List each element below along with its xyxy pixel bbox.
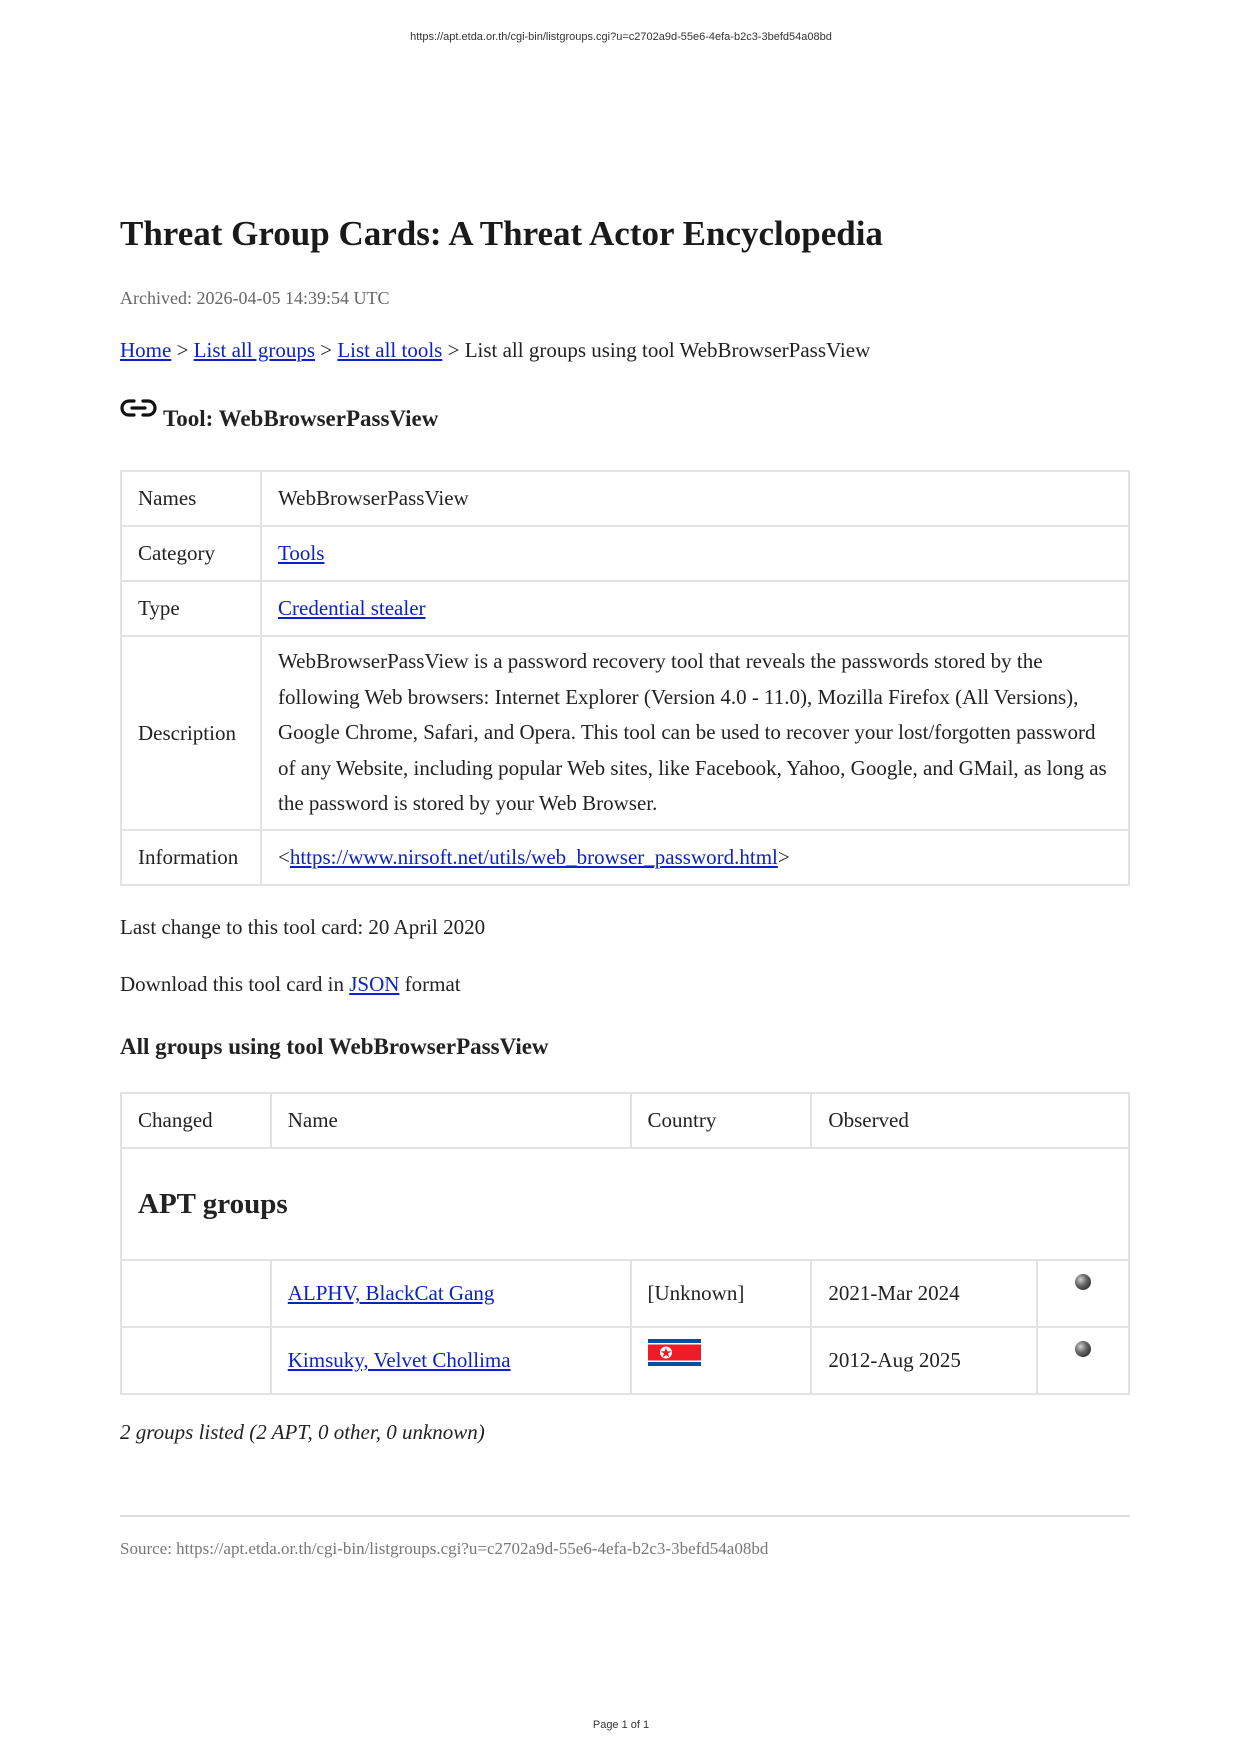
page-title: Threat Group Cards: A Threat Actor Encyclopedia (120, 214, 883, 253)
information-cell (261, 830, 1129, 885)
country-cell (631, 1327, 812, 1394)
information-label: Information (121, 830, 261, 885)
category-link[interactable]: Tools (278, 541, 325, 565)
observed-cell: 2021-Mar 2024 (811, 1260, 1036, 1327)
category-cell (261, 526, 1129, 581)
table-row (121, 526, 1129, 581)
name-cell (271, 1260, 631, 1327)
type-label: Type (121, 581, 261, 636)
names-value: WebBrowserPassView (261, 471, 1129, 526)
download-line (120, 972, 461, 997)
print-header-url: https://apt.etda.or.th/cgi-bin/listgroups.cgi?u=c2702a9d-55e6-4efa-b2c3-3befd54a08bd (410, 31, 832, 43)
column-header-country: Country (631, 1093, 812, 1148)
tool-heading (120, 398, 438, 432)
names-label: Names (121, 471, 261, 526)
download-prefix: Download this tool card in (120, 972, 344, 996)
breadcrumb-list-groups-link[interactable]: List all groups (193, 338, 315, 362)
tool-heading-text: Tool: WebBrowserPassView (163, 406, 439, 431)
breadcrumb-separator: > (447, 338, 460, 362)
table-row (121, 471, 1129, 526)
breadcrumb-list-tools-link[interactable]: List all tools (337, 338, 443, 362)
status-cell (1037, 1260, 1129, 1327)
group-link-alphv[interactable]: ALPHV, BlackCat Gang (287, 1281, 495, 1305)
table-row (121, 1260, 1129, 1327)
table-row (121, 581, 1129, 636)
json-download-link[interactable]: JSON (349, 972, 400, 996)
information-bracket-open: < (278, 845, 290, 869)
description-value: WebBrowserPassView is a password recovery tool that reveals the passwords stored by the following Web browsers: Internet Explorer (Version 4.0 - 11.0), Mozilla Firefox (All Versions), Google Chrome, Safari, and Opera. This tool can be used to recover your lost/forgotten password of any Website, including popular Web sites, like Facebook, Yahoo, Google, and GMail, as long as the password is stored by your Web Browser. (261, 636, 1129, 830)
category-label: Category (121, 526, 261, 581)
description-label: Description (121, 636, 261, 830)
page-number: Page 1 of 1 (592, 1719, 650, 1731)
table-header-row (121, 1093, 1129, 1148)
groups-heading: All groups using tool WebBrowserPassView (120, 1034, 549, 1059)
breadcrumb-home-link[interactable]: Home (120, 338, 172, 362)
type-link[interactable]: Credential stealer (278, 596, 426, 620)
type-cell (261, 581, 1129, 636)
breadcrumb-separator: > (176, 338, 189, 362)
groups-table (120, 1092, 1130, 1395)
group-link-kimsuky[interactable]: Kimsuky, Velvet Chollima (287, 1348, 511, 1372)
grey-dot-icon (1075, 1341, 1091, 1357)
column-header-observed: Observed (811, 1093, 1129, 1148)
changed-cell (121, 1260, 271, 1327)
section-row (121, 1148, 1129, 1260)
breadcrumb (120, 338, 870, 363)
column-header-name: Name (271, 1093, 631, 1148)
breadcrumb-separator: > (320, 338, 333, 362)
groups-summary: 2 groups listed (2 APT, 0 other, 0 unknown) (120, 1420, 485, 1444)
status-cell (1037, 1327, 1129, 1394)
link-icon (120, 396, 157, 420)
breadcrumb-current: List all groups using tool WebBrowserPassView (464, 338, 871, 362)
table-row (121, 636, 1129, 830)
table-row (121, 1327, 1129, 1394)
archived-timestamp: Archived: 2026-04-05 14:39:54 UTC (120, 288, 390, 308)
last-change-text: Last change to this tool card: 20 April 2020 (120, 915, 486, 939)
source-url: Source: https://apt.etda.or.th/cgi-bin/listgroups.cgi?u=c2702a9d-55e6-4efa-b2c3-3befd54a08bd (120, 1539, 769, 1558)
information-link[interactable]: https://www.nirsoft.net/utils/web_browser_password.html (289, 845, 778, 869)
country-cell: [Unknown] (631, 1260, 812, 1327)
grey-dot-icon (1075, 1274, 1091, 1290)
section-title-apt-groups: APT groups (121, 1148, 1129, 1260)
changed-cell (121, 1327, 271, 1394)
information-bracket-close: > (777, 845, 790, 869)
north-korea-flag-icon (648, 1339, 701, 1366)
name-cell (271, 1327, 631, 1394)
divider (120, 1515, 1130, 1517)
tool-info-table (120, 470, 1130, 886)
observed-cell: 2012-Aug 2025 (811, 1327, 1036, 1394)
download-suffix: format (404, 972, 461, 996)
column-header-changed: Changed (121, 1093, 271, 1148)
table-row (121, 830, 1129, 885)
